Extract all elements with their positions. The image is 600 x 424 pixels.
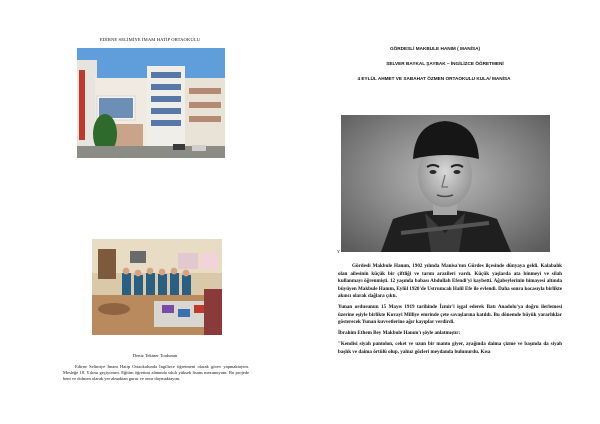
makbule-hanim-portrait xyxy=(341,115,550,252)
right-page xyxy=(300,0,600,424)
article-author: SELVER BAYKAL ŞAYBAK – İNGİLİZCE ÖĞRETMENİ xyxy=(386,61,504,66)
article-title: GÖRDESLİ MAKBULE HANIM ( MANİSA) xyxy=(389,46,481,51)
school-building-photo xyxy=(77,48,225,158)
classroom-photo xyxy=(92,239,222,335)
paragraph-3: İbrahim Ethem Bey Makbule Hanım'ı şöyle anlatmıştır: xyxy=(338,330,461,337)
article-school: 4 EYLÜL AHMET VE SABAHAT ÖZMEN ORTAOKULU KULA/ MANİSA xyxy=(357,76,511,81)
teacher-name: Deniz Tekiner Toıdunan xyxy=(132,353,178,358)
article-body xyxy=(338,263,562,359)
teacher-bio xyxy=(63,364,249,383)
paragraph-4: "Kendisi siyah pantolon, ceket ve uzun bir manto giyer, ayağında daima çizme ve başında da siyah başlık ve daima örtülü olup, yalnız gözleri meydanda bulunurdu. Kısa xyxy=(338,340,562,355)
paragraph-1: Gördesli Makbule Hanım, 1902 yılında Manisa'nın Gördes ilçesinde dünyaya geldi. Kalabalık olan ailesinin küçük bir çiftliği ve tarım arazileri vardı. Küçük yaşlarda ata binmeyi ve silah kullanmayı öğrenmişti. 12 yaşında babası Abdullah Efendi'yi kaybetti. Ağabeylerinin himayesi altında büyüyen Makbule Hanım, Eylül 1920'de Ustrumcalı Halil Efe ile evlendi. Daha sonra kocasıyla birlikte akıncı olarak dağlara çıktı. xyxy=(338,263,562,300)
photo-mark: Y xyxy=(337,249,340,254)
school-caption: EDİRNE SELİMİYE İMAM HATİP ORTAOKULU xyxy=(99,37,201,42)
paragraph-2: Yunan ordusunun 15 Mayıs 1919 tarihinde İzmir'i işgal ederek Batı Anadolu'ya doğru ilerlemesi üzerine eşiyle birlikte Kuvayi Milliye emrinde çete savaşlarına katıldı. Bu dönemde büyük yararlıklar gösterecek Yunan kuvvetlerine ağır kayıplar verdirdi. xyxy=(338,304,562,326)
teacher-bio-text: Edirne Selimiye İmam Hatip Ortaokulunda İngilizce öğretmeni olarak görev yapmaktayım. Mesleğe 18. Yılımı geçiyorum. Eğitim öğretimi alanında sıkılı yüksek lisans mezunuyum. Bu projede beni ve dolmen olarak yer almaktan gurur ve onur duymaktayım. xyxy=(63,364,249,382)
